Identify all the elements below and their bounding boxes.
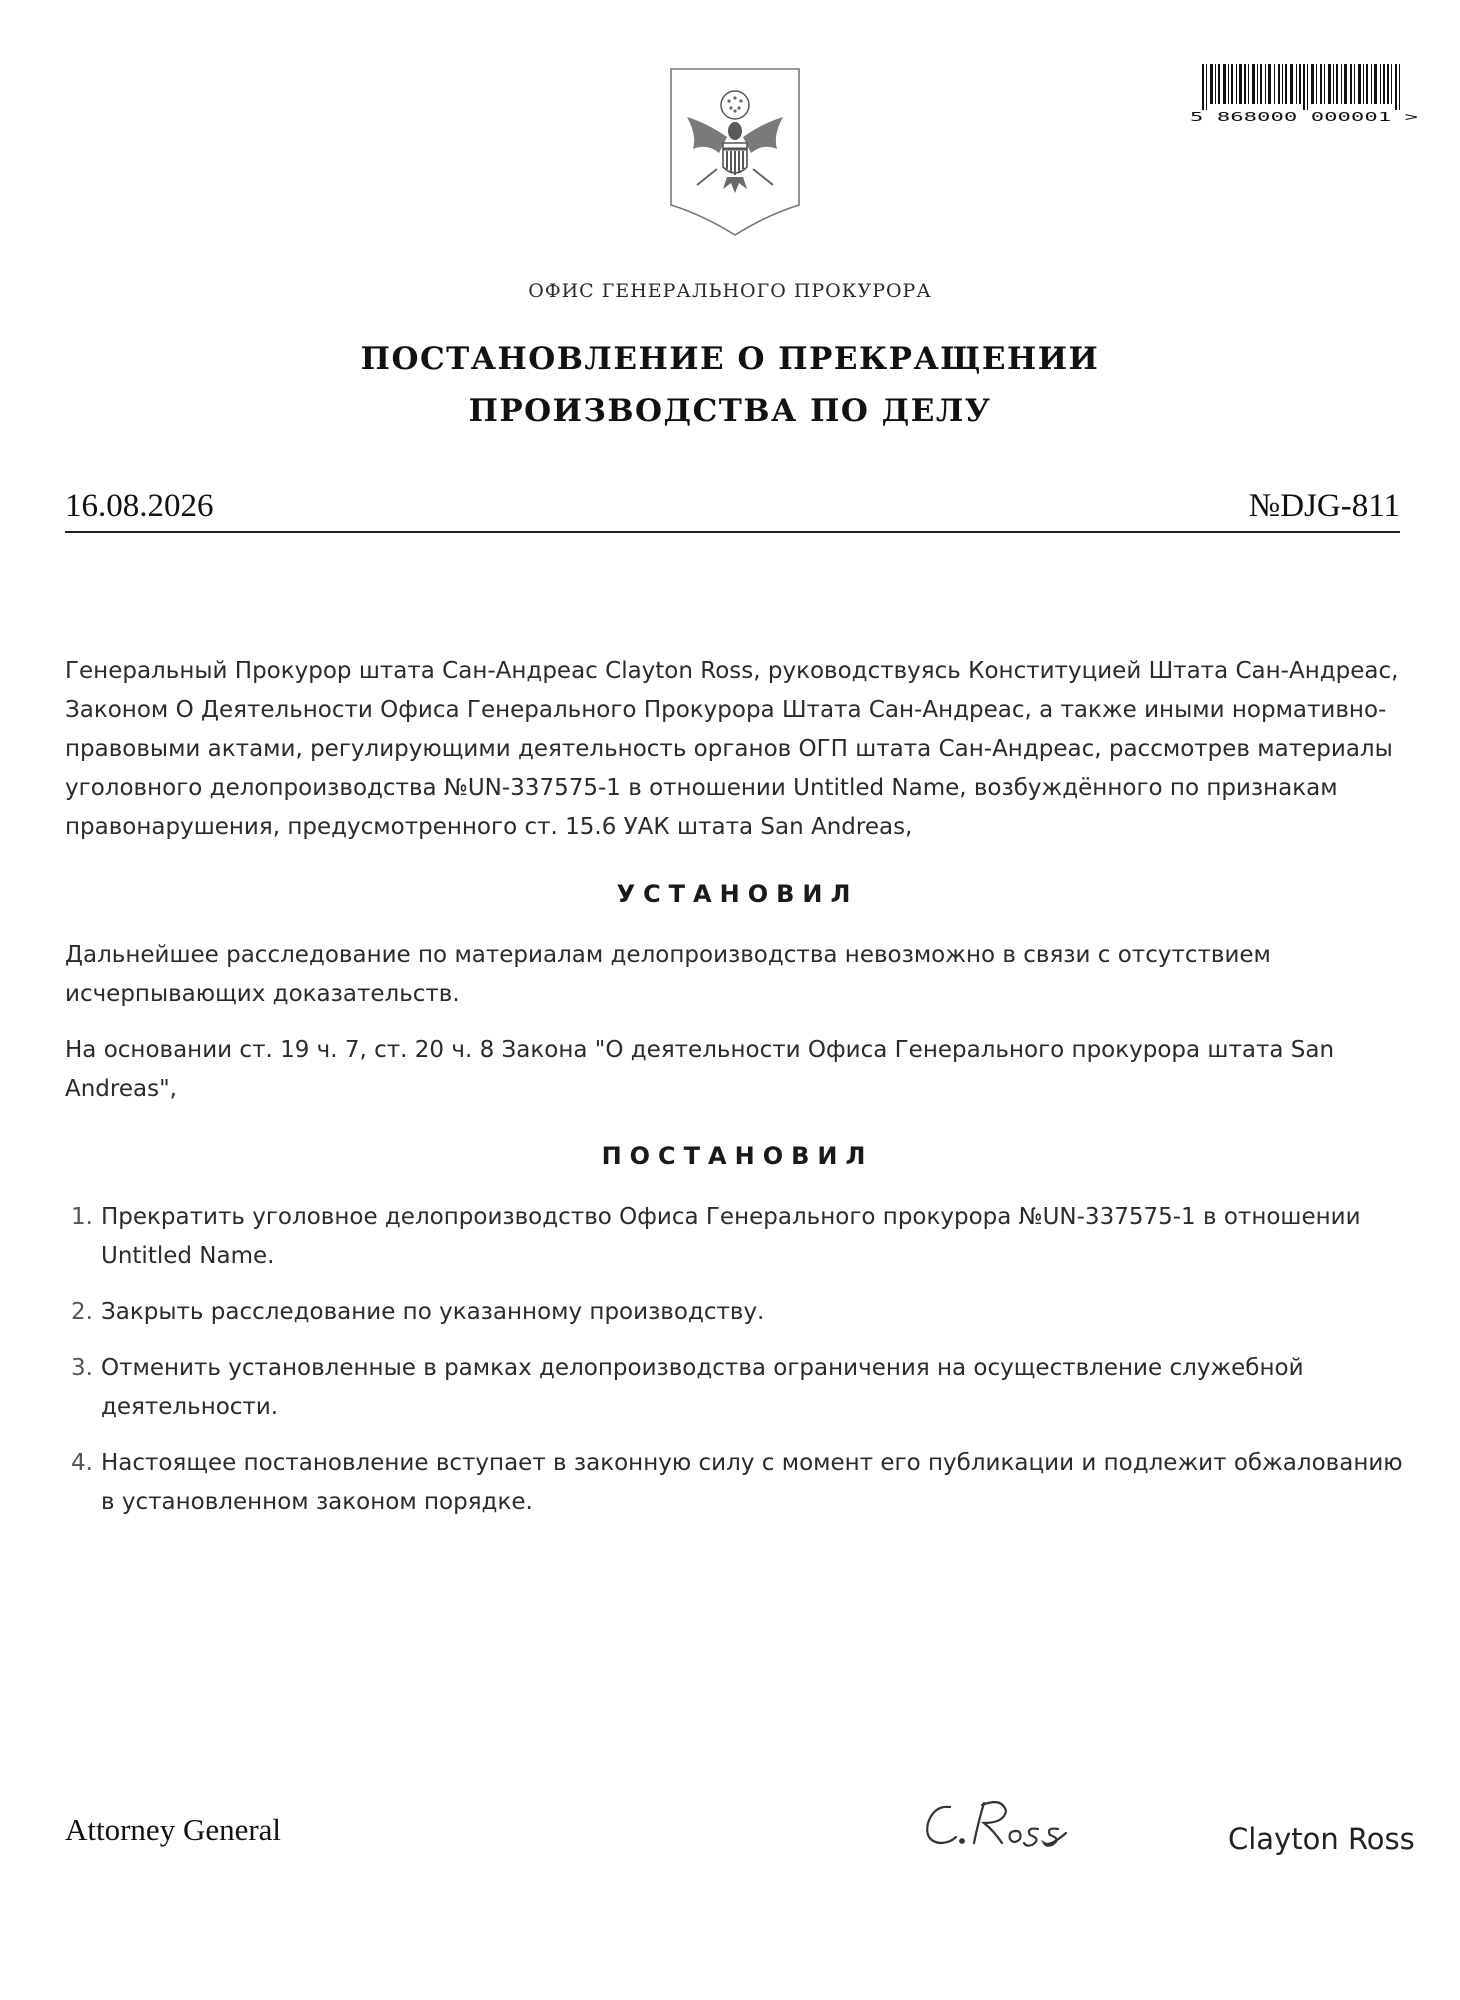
list-item-text: Отменить установленные в рамках делопроизводства ограничения на осуществление служебной деятельности. <box>101 1355 1304 1420</box>
signatory-name: Clayton Ross <box>1228 1822 1415 1856</box>
document-date: 16.08.2026 <box>65 488 214 524</box>
list-item-text: Настоящее постановление вступает в законную силу с момент его публикации и подлежит обжалованию в установленном законом порядке. <box>101 1450 1403 1515</box>
document-body <box>65 652 1410 1539</box>
barcode <box>1190 64 1418 122</box>
heading-resolved: ПОСТАНОВИЛ <box>601 1142 874 1170</box>
date-number-line <box>65 488 1400 533</box>
signatory-role: Attorney General <box>65 1812 282 1847</box>
office-name: ОФИС ГЕНЕРАЛЬНОГО ПРОКУРОРА <box>528 280 932 302</box>
list-item <box>65 1349 1410 1427</box>
eagle-seal-icon <box>667 65 803 237</box>
list-item-number: 3. <box>71 1355 93 1381</box>
intro-paragraph: Генеральный Прокурор штата Сан-Андреас Clayton Ross, руководствуясь Конституцией Штата Сан-Андреас, Законом О Деятельности Офиса Генерального Прокурора Штата Сан-Андреас, а также иными нормативно-правовыми актами, регулирующими деятельность органов ОГП штата Сан-Андреас, рассмотрев материалы уголовного делопроизводства №UN-337575-1 в отношении Untitled Name, возбуждённого по признакам правонарушения, предусмотренного ст. 15.6 УАК штата San Andreas, <box>65 658 1399 840</box>
barcode-text: 5 868000 000001 > <box>1190 110 1418 122</box>
basis-paragraph: На основании ст. 19 ч. 7, ст. 20 ч. 8 Закона "О деятельности Офиса Генерального прокурора штата San Andreas", <box>65 1037 1335 1102</box>
title-line-2: ПРОИЗВОДСТВА ПО ДЕЛУ <box>468 393 992 429</box>
handwritten-signature <box>918 1793 1068 1859</box>
list-item <box>65 1198 1410 1276</box>
resolution-list <box>65 1198 1410 1522</box>
title-line-1: ПОСТАНОВЛЕНИЕ О ПРЕКРАЩЕНИИ <box>360 341 1100 377</box>
document-title <box>0 333 1460 437</box>
document-number: №DJG-811 <box>1248 488 1400 524</box>
list-item-number: 4. <box>71 1450 93 1476</box>
established-paragraph: Дальнейшее расследование по материалам делопроизводства невозможно в связи с отсутствием исчерпывающих доказательств. <box>65 942 1271 1007</box>
list-item-text: Прекратить уголовное делопроизводство Офиса Генерального прокурора №UN-337575-1 в отношении Untitled Name. <box>101 1204 1361 1269</box>
list-item-number: 2. <box>71 1299 93 1325</box>
list-item <box>65 1444 1410 1522</box>
heading-established: УСТАНОВИЛ <box>616 880 859 908</box>
list-item-number: 1. <box>71 1204 93 1230</box>
list-item-text: Закрыть расследование по указанному производству. <box>101 1299 765 1325</box>
list-item <box>65 1293 1410 1332</box>
